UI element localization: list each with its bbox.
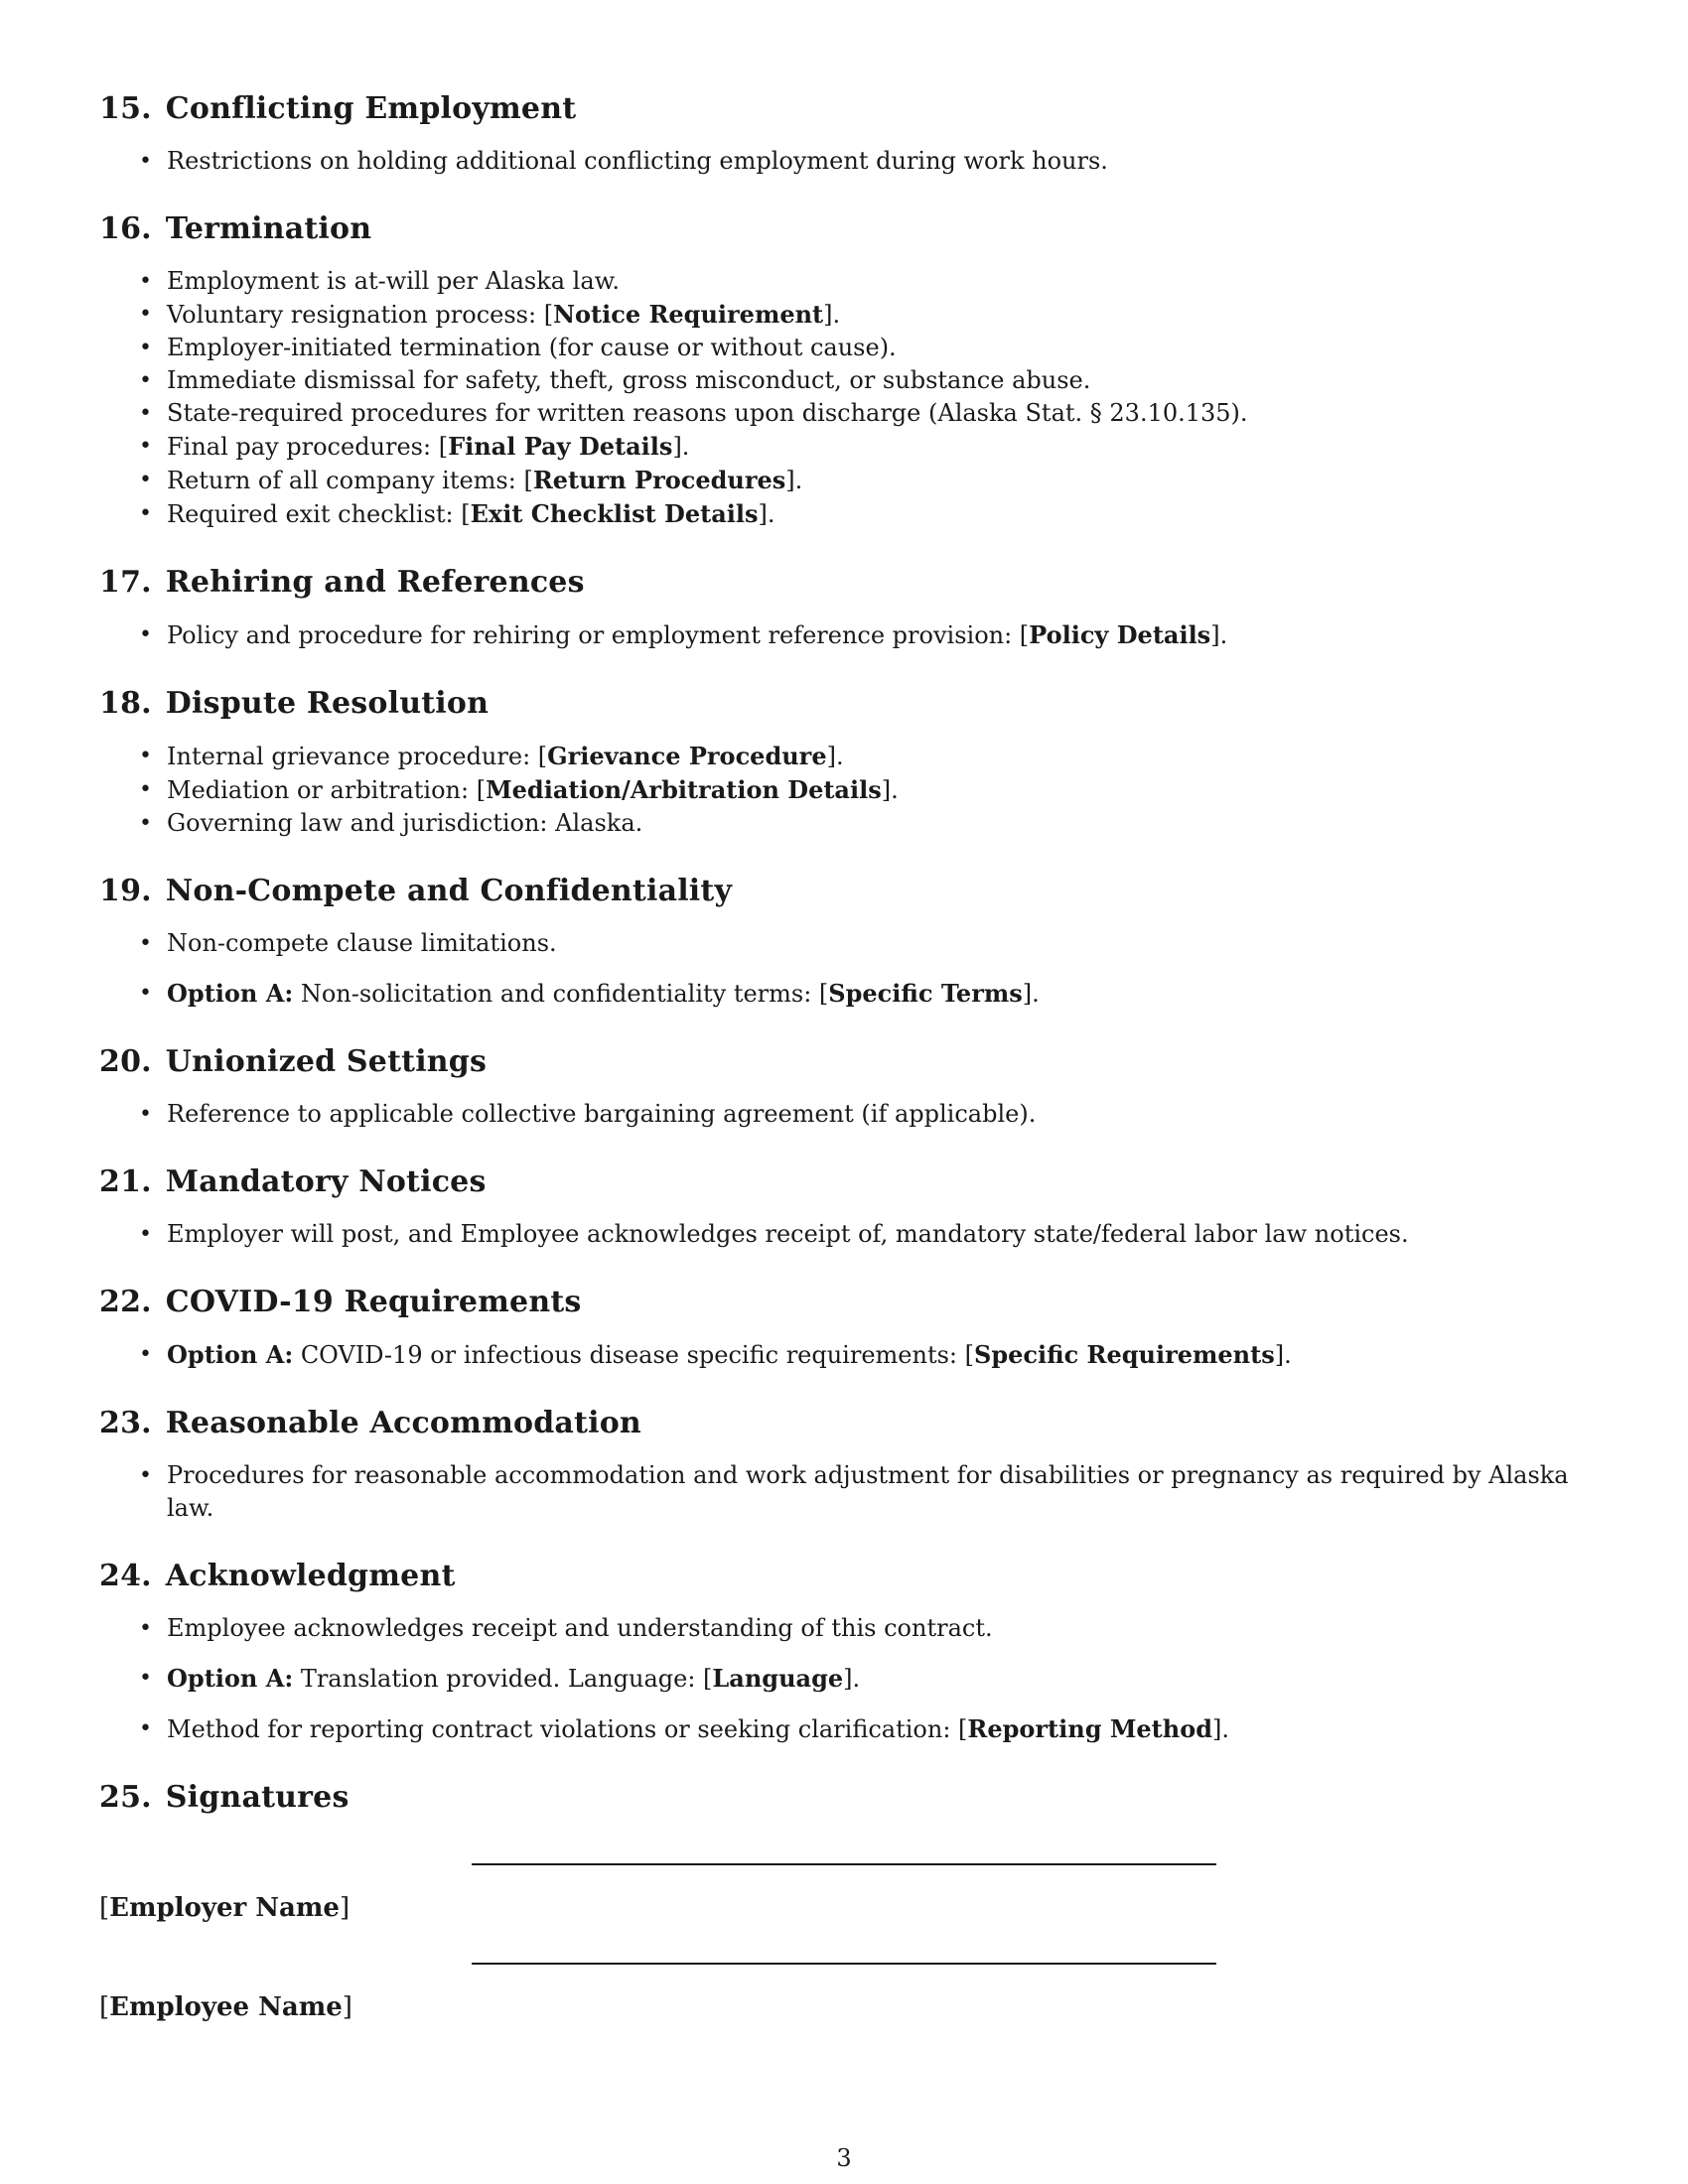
section-number: 24. [99, 1559, 152, 1593]
section-number: 19. [99, 874, 152, 908]
list-item [167, 740, 1609, 773]
list-item [167, 430, 1609, 464]
section-title: Conflicting Employment [165, 91, 577, 126]
list-item [167, 464, 1609, 497]
bullet-list [99, 740, 1609, 840]
item-text: Procedures for reasonable accommodation and work adjustment for disabilities or pregnancy as required by Alaska law. [167, 1461, 1569, 1522]
section-title: Mandatory Notices [165, 1164, 487, 1199]
list-item [167, 1712, 1609, 1746]
placeholder-field: Employee Name [109, 1992, 343, 2022]
list-item [167, 1338, 1609, 1372]
item-text: Governing law and jurisdiction: Alaska. [167, 809, 643, 837]
item-text: Mediation or arbitration: [ [167, 776, 487, 804]
placeholder-field: Grievance Procedure [547, 742, 827, 770]
employer-name-label [99, 1893, 350, 1923]
section-heading [99, 1040, 1609, 1084]
section-title: COVID-19 Requirements [165, 1285, 582, 1319]
placeholder-field: Return Procedures [532, 466, 786, 494]
bullet-list [99, 1098, 1609, 1131]
item-text: Employer will post, and Employee acknowledges receipt of, mandatory state/federal labor law notices. [167, 1220, 1409, 1248]
item-text: Internal grievance procedure: [ [167, 743, 548, 770]
item-text: Method for reporting contract violations or seeking clarification: [ [167, 1715, 968, 1743]
item-text: ]. [1212, 1715, 1229, 1743]
bracket: [ [99, 1893, 110, 1923]
section-number: 25. [99, 1780, 152, 1815]
section-number: 22. [99, 1285, 152, 1319]
item-text: State-required procedures for written reasons upon discharge (Alaska Stat. § 23.10.135). [167, 399, 1248, 427]
list-item [167, 364, 1609, 397]
bullet-list [99, 927, 1609, 1011]
section-17 [99, 561, 1609, 652]
item-text: ]. [1022, 980, 1040, 1008]
section-25 [99, 1776, 1609, 2078]
bracket: [ [99, 1992, 110, 2022]
bullet-list [99, 265, 1609, 531]
bullet-list [99, 618, 1609, 652]
item-text: ]. [758, 500, 775, 528]
list-item [167, 397, 1609, 430]
item-text: ]. [881, 776, 899, 804]
section-number: 16. [99, 211, 152, 246]
section-title: Rehiring and References [165, 565, 585, 600]
section-title: Signatures [165, 1780, 350, 1815]
item-text: Required exit checklist: [ [167, 500, 471, 528]
placeholder-field: Policy Details [1029, 620, 1211, 649]
section-title: Acknowledgment [165, 1559, 456, 1593]
section-heading [99, 1160, 1609, 1204]
item-text: ]. [823, 301, 841, 329]
list-item [167, 145, 1609, 178]
section-title: Unionized Settings [165, 1044, 488, 1079]
item-text: Voluntary resignation process: [ [167, 301, 554, 329]
section-24 [99, 1555, 1609, 1746]
list-item [167, 332, 1609, 364]
item-text: ]. [1274, 1341, 1292, 1369]
section-22 [99, 1281, 1609, 1372]
section-heading [99, 1555, 1609, 1598]
section-number: 20. [99, 1044, 152, 1079]
page-number: 3 [836, 2144, 852, 2172]
placeholder-field: Reporting Method [967, 1714, 1212, 1743]
bracket: ] [339, 1893, 351, 1923]
item-text: ]. [672, 433, 690, 461]
placeholder-field: Mediation/Arbitration Details [486, 775, 882, 804]
section-number: 17. [99, 565, 152, 600]
list-item [167, 1098, 1609, 1131]
employer-signature-line[interactable] [472, 1863, 1216, 1865]
item-text: Immediate dismissal for safety, theft, gross misconduct, or substance abuse. [167, 366, 1091, 394]
placeholder-field: Exit Checklist Details [470, 499, 759, 528]
document-page [99, 87, 1609, 2078]
list-item [167, 298, 1609, 332]
list-item [167, 618, 1609, 652]
list-item [167, 1662, 1609, 1696]
section-title: Dispute Resolution [165, 686, 490, 721]
section-18 [99, 682, 1609, 840]
bullet-list [99, 145, 1609, 178]
placeholder-field: Notice Requirement [553, 300, 824, 329]
section-heading [99, 207, 1609, 251]
section-heading [99, 1281, 1609, 1324]
placeholder-field: Employer Name [109, 1893, 340, 1923]
item-text: COVID-19 or infectious disease specific requirements: [ [293, 1341, 974, 1369]
section-heading [99, 87, 1609, 131]
list-item [167, 977, 1609, 1011]
employee-name-label [99, 1992, 352, 2022]
placeholder-field: Final Pay Details [448, 432, 673, 461]
section-15 [99, 87, 1609, 178]
item-text: Reference to applicable collective bargaining agreement (if applicable). [167, 1100, 1037, 1128]
section-title: Reasonable Accommodation [165, 1406, 641, 1440]
option-label: Option A: [167, 1340, 294, 1369]
item-text: Translation provided. Language: [ [293, 1665, 713, 1693]
section-heading [99, 1402, 1609, 1445]
section-16 [99, 207, 1609, 531]
list-item [167, 1459, 1609, 1525]
item-text: ]. [843, 1665, 861, 1693]
section-heading [99, 561, 1609, 605]
section-title: Termination [165, 211, 372, 246]
item-text: ]. [785, 467, 803, 494]
section-19 [99, 870, 1609, 1011]
list-item [167, 1218, 1609, 1251]
bracket: ] [342, 1992, 352, 2022]
section-heading [99, 870, 1609, 913]
bullet-list [99, 1218, 1609, 1251]
item-text: Return of all company items: [ [167, 467, 533, 494]
item-text: ]. [1210, 621, 1228, 649]
signature-block [99, 1840, 1609, 2078]
option-label: Option A: [167, 979, 294, 1008]
list-item [167, 265, 1609, 298]
placeholder-field: Specific Requirements [974, 1340, 1275, 1369]
item-text: Employer-initiated termination (for cause or without cause). [167, 334, 897, 361]
section-20 [99, 1040, 1609, 1131]
section-21 [99, 1160, 1609, 1251]
item-text: Non-compete clause limitations. [167, 929, 557, 957]
section-number: 21. [99, 1164, 152, 1199]
item-text: Restrictions on holding additional conflicting employment during work hours. [167, 147, 1108, 175]
section-title: Non-Compete and Confidentiality [165, 874, 733, 908]
bullet-list [99, 1338, 1609, 1372]
option-label: Option A: [167, 1664, 294, 1693]
placeholder-field: Language [712, 1664, 844, 1693]
item-text: Policy and procedure for rehiring or employment reference provision: [ [167, 621, 1030, 649]
employee-signature-line[interactable] [472, 1963, 1216, 1965]
list-item [167, 497, 1609, 531]
placeholder-field: Specific Terms [828, 979, 1023, 1008]
list-item [167, 1612, 1609, 1645]
bullet-list [99, 1612, 1609, 1746]
list-item [167, 807, 1609, 840]
list-item [167, 773, 1609, 807]
section-number: 23. [99, 1406, 152, 1440]
item-text: Final pay procedures: [ [167, 433, 449, 461]
bullet-list [99, 1459, 1609, 1525]
section-heading [99, 682, 1609, 726]
section-heading [99, 1776, 1609, 1820]
section-number: 15. [99, 91, 152, 126]
section-23 [99, 1402, 1609, 1525]
item-text: Non-solicitation and confidentiality terms: [ [293, 980, 829, 1008]
section-number: 18. [99, 686, 152, 721]
item-text: Employee acknowledges receipt and understanding of this contract. [167, 1614, 993, 1642]
list-item [167, 927, 1609, 960]
item-text: ]. [826, 743, 844, 770]
item-text: Employment is at-will per Alaska law. [167, 267, 620, 295]
